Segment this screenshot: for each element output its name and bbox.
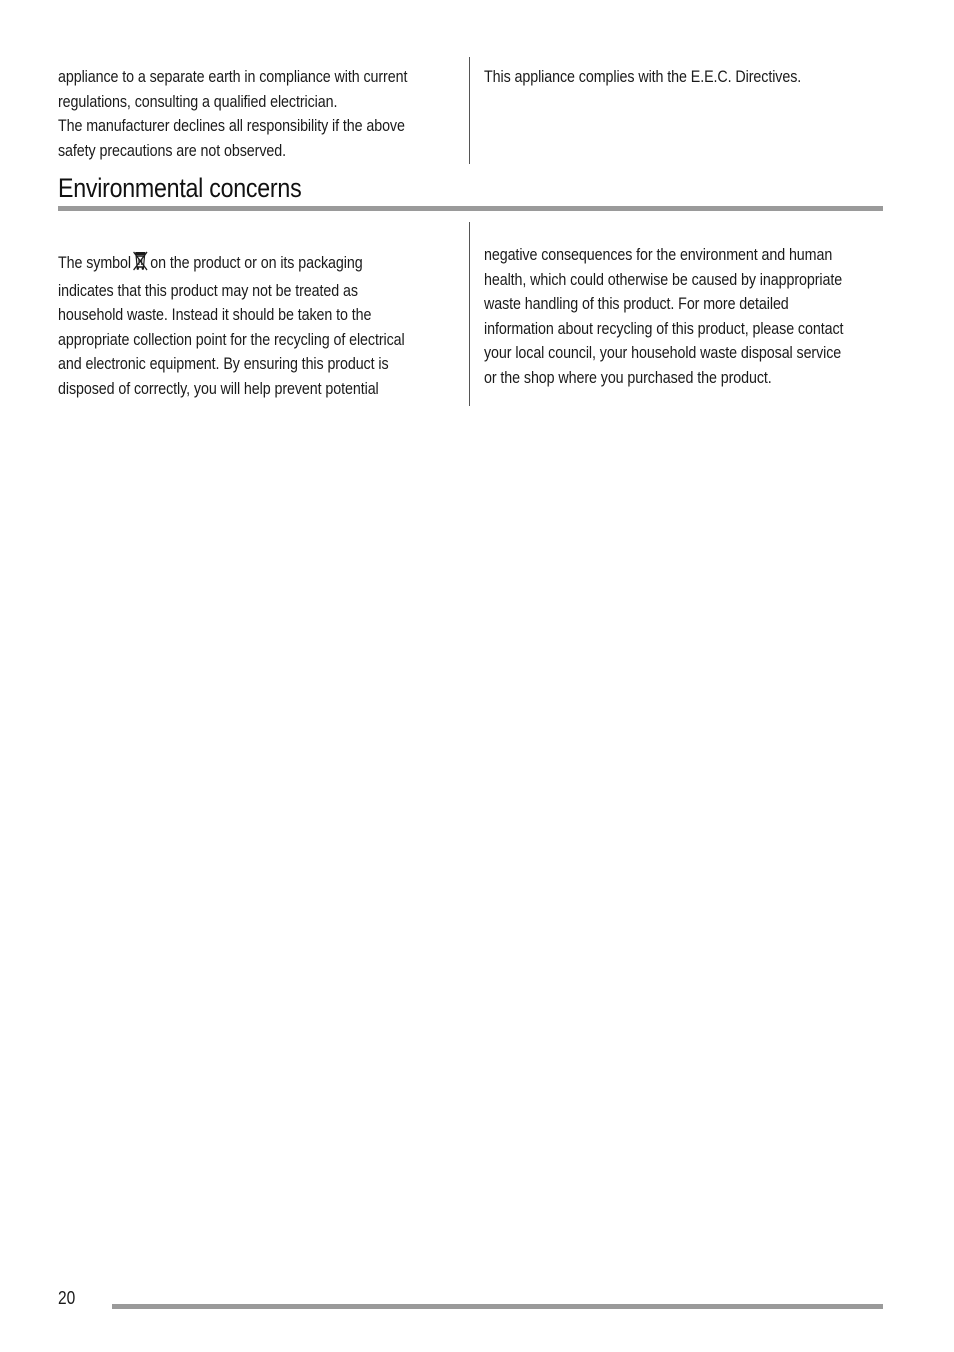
env-right-paragraph [484,243,843,391]
footer-rule [112,1304,883,1309]
text-line: your local council, your household waste disposal service [484,343,842,363]
text-line: indicates that this product may not be treated as [58,280,358,300]
text-line: or the shop where you purchased the product. [484,367,772,387]
text-line: This appliance complies with the E.E.C. Directives. [484,67,802,86]
text-line-with-symbol [58,251,405,279]
text-line: health, which could otherwise be caused by inappropriate [484,269,843,289]
env-left-paragraph [58,251,405,402]
text-after-symbol: on the product or on its packaging [150,253,363,272]
text-line: regulations, consulting a qualified electrician. [58,91,338,111]
top-right-paragraph [484,65,801,90]
text-before-symbol: The symbol [58,253,131,272]
column-divider-bottom [469,222,470,406]
section-title: Environmental concerns [58,173,302,203]
text-line: disposed of correctly, you will help prevent potential [58,378,379,398]
text-line: The manufacturer declines all responsibility if the above [58,116,405,136]
text-line: household waste. Instead it should be taken to the [58,305,372,325]
text-line: information about recycling of this product, please contact [484,318,844,338]
section-title-rule [58,206,883,211]
top-left-paragraph [58,65,407,163]
text-line: appliance to a separate earth in compliance with current [58,67,408,86]
crossed-out-wheelie-bin-icon [133,251,148,279]
text-line: safety precautions are not observed. [58,140,286,160]
text-line: negative consequences for the environment and human [484,245,833,264]
column-divider-top [469,57,470,164]
page-number: 20 [58,1288,76,1308]
text-line: and electronic equipment. By ensuring this product is [58,354,389,374]
text-line: appropriate collection point for the recycling of electrical [58,329,405,349]
text-line: waste handling of this product. For more detailed [484,294,789,314]
